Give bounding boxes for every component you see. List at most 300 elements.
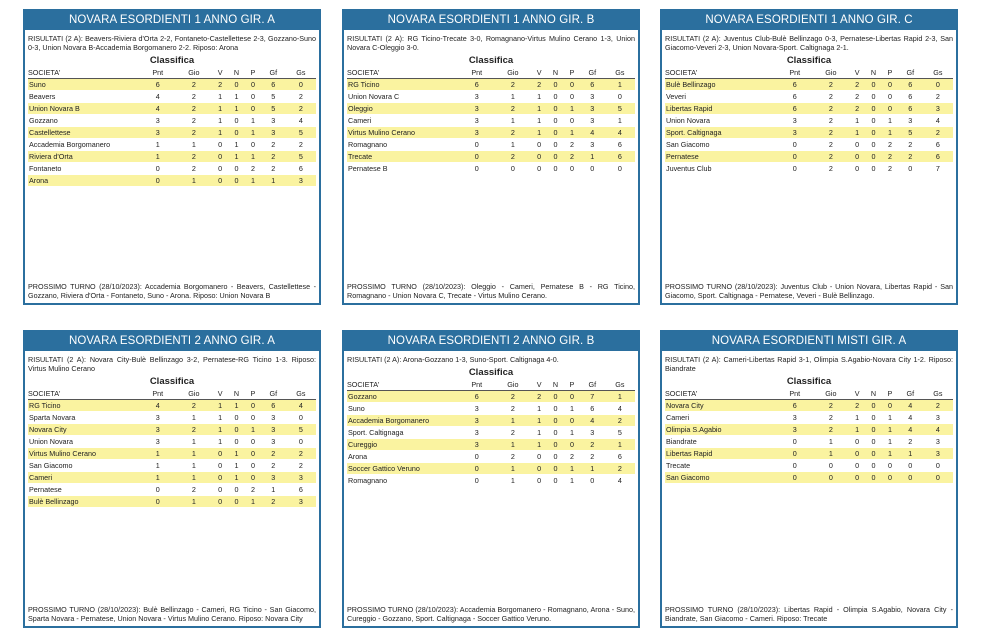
stat-cell: 1 bbox=[245, 175, 261, 187]
stat-cell: 2 bbox=[812, 163, 849, 175]
stat-cell: 0 bbox=[865, 424, 882, 436]
stat-cell: 2 bbox=[812, 151, 849, 163]
stat-cell: 1 bbox=[564, 127, 580, 139]
table-header-row bbox=[665, 67, 953, 79]
stat-cell: 0 bbox=[865, 151, 882, 163]
next-round-text: PROSSIMO TURNO (28/10/2023): Oleggio - Cameri, Pernatese B - RG Ticino, Romagnano - Union Novara C, Trecate - Virtus Mulino Cerano. bbox=[347, 282, 635, 300]
table-row bbox=[28, 163, 316, 175]
stat-cell: 0 bbox=[898, 472, 923, 484]
stat-cell: 1 bbox=[212, 91, 228, 103]
stat-cell: 1 bbox=[175, 175, 212, 187]
stat-cell: 4 bbox=[286, 115, 316, 127]
stat-cell: 1 bbox=[228, 103, 245, 115]
stat-cell: 1 bbox=[175, 412, 212, 424]
results-text: RISULTATI (2 A): RG Ticino-Trecate 3-0, Romagnano-Virtus Mulino Cerano 1-3, Union Novara C-Oleggio 3-0. bbox=[347, 34, 635, 52]
stat-cell: 0 bbox=[564, 415, 580, 427]
stat-cell: 1 bbox=[245, 115, 261, 127]
stat-cell: 6 bbox=[923, 139, 953, 151]
standings-table bbox=[665, 67, 953, 175]
panel-title: NOVARA ESORDIENTI MISTI GIR. A bbox=[662, 332, 956, 351]
classifica-heading: Classifica bbox=[149, 376, 195, 387]
stat-cell: 0 bbox=[212, 460, 228, 472]
stat-cell: 1 bbox=[882, 424, 898, 436]
stat-cell: 0 bbox=[547, 451, 564, 463]
stat-cell: 1 bbox=[849, 127, 865, 139]
stat-cell: 2 bbox=[261, 139, 286, 151]
stat-cell: 0 bbox=[923, 460, 953, 472]
table-row bbox=[28, 448, 316, 460]
standings-table bbox=[28, 67, 316, 187]
stat-cell: 1 bbox=[849, 115, 865, 127]
table-row bbox=[347, 475, 635, 487]
stat-cell: 3 bbox=[261, 472, 286, 484]
stat-cell: 2 bbox=[564, 451, 580, 463]
stat-cell: 4 bbox=[898, 424, 923, 436]
column-header: Pnt bbox=[777, 388, 812, 400]
stat-cell: 5 bbox=[286, 127, 316, 139]
stat-cell: 0 bbox=[564, 391, 580, 403]
panel-esordienti-1-gir-a bbox=[23, 9, 321, 305]
stat-cell: 2 bbox=[812, 91, 849, 103]
stat-cell: 4 bbox=[605, 127, 635, 139]
stat-cell: 3 bbox=[286, 496, 316, 508]
stat-cell: 0 bbox=[547, 391, 564, 403]
table-row bbox=[28, 460, 316, 472]
team-name-cell: Accademia Borgomanero bbox=[347, 415, 459, 427]
stat-cell: 0 bbox=[580, 475, 605, 487]
team-name-cell: Cameri bbox=[347, 115, 459, 127]
table-row bbox=[665, 115, 953, 127]
stat-cell: 1 bbox=[849, 412, 865, 424]
stat-cell: 0 bbox=[547, 439, 564, 451]
stat-cell: 0 bbox=[459, 451, 494, 463]
stat-cell: 3 bbox=[777, 127, 812, 139]
stat-cell: 1 bbox=[898, 448, 923, 460]
stat-cell: 0 bbox=[228, 412, 245, 424]
stat-cell: 0 bbox=[865, 472, 882, 484]
stat-cell: 0 bbox=[212, 448, 228, 460]
team-name-cell: San Giacomo bbox=[665, 139, 777, 151]
stat-cell: 1 bbox=[494, 91, 531, 103]
column-header: P bbox=[882, 388, 898, 400]
stat-cell: 0 bbox=[212, 472, 228, 484]
column-header: Gs bbox=[605, 379, 635, 391]
team-name-cell: Olimpia S.Agabio bbox=[665, 424, 777, 436]
team-name-cell: Gozzano bbox=[347, 391, 459, 403]
stat-cell: 2 bbox=[812, 103, 849, 115]
team-name-cell: Sport. Caltignaga bbox=[665, 127, 777, 139]
stat-cell: 2 bbox=[494, 127, 531, 139]
stat-cell: 0 bbox=[865, 103, 882, 115]
stat-cell: 0 bbox=[547, 139, 564, 151]
standings-table bbox=[28, 388, 316, 508]
classifica-heading: Classifica bbox=[149, 55, 195, 66]
table-row bbox=[347, 391, 635, 403]
stat-cell: 0 bbox=[547, 103, 564, 115]
stat-cell: 2 bbox=[175, 127, 212, 139]
stat-cell: 2 bbox=[849, 103, 865, 115]
stat-cell: 0 bbox=[547, 151, 564, 163]
stat-cell: 2 bbox=[175, 103, 212, 115]
stat-cell: 1 bbox=[228, 151, 245, 163]
stat-cell: 2 bbox=[923, 127, 953, 139]
stat-cell: 6 bbox=[898, 79, 923, 91]
table-row bbox=[665, 460, 953, 472]
table-row bbox=[347, 439, 635, 451]
stat-cell: 7 bbox=[580, 391, 605, 403]
stat-cell: 0 bbox=[865, 436, 882, 448]
stat-cell: 4 bbox=[898, 400, 923, 412]
stat-cell: 1 bbox=[531, 115, 547, 127]
stat-cell: 1 bbox=[212, 127, 228, 139]
table-row bbox=[28, 436, 316, 448]
team-name-cell: Soccer Gattico Veruno bbox=[347, 463, 459, 475]
stat-cell: 1 bbox=[531, 427, 547, 439]
stat-cell: 2 bbox=[564, 139, 580, 151]
panel-title: NOVARA ESORDIENTI 1 ANNO GIR. B bbox=[344, 11, 638, 30]
stat-cell: 0 bbox=[459, 163, 494, 175]
stat-cell: 0 bbox=[882, 103, 898, 115]
team-name-cell: Pernatese bbox=[665, 151, 777, 163]
team-name-cell: Sport. Caltignaga bbox=[347, 427, 459, 439]
stat-cell: 2 bbox=[175, 91, 212, 103]
stat-cell: 0 bbox=[245, 79, 261, 91]
table-row bbox=[28, 424, 316, 436]
team-name-cell: Sparta Novara bbox=[28, 412, 140, 424]
stat-cell: 4 bbox=[605, 403, 635, 415]
team-name-cell: Fontaneto bbox=[28, 163, 140, 175]
stat-cell: 1 bbox=[140, 472, 175, 484]
team-name-cell: RG Ticino bbox=[347, 79, 459, 91]
stat-cell: 2 bbox=[494, 103, 531, 115]
stat-cell: 0 bbox=[459, 151, 494, 163]
stat-cell: 0 bbox=[564, 439, 580, 451]
table-row bbox=[347, 127, 635, 139]
column-header: SOCIETA' bbox=[665, 388, 777, 400]
standings-table bbox=[665, 388, 953, 484]
stat-cell: 0 bbox=[605, 163, 635, 175]
stat-cell: 2 bbox=[261, 163, 286, 175]
stat-cell: 0 bbox=[777, 472, 812, 484]
stat-cell: 6 bbox=[580, 403, 605, 415]
stat-cell: 6 bbox=[898, 103, 923, 115]
panel-esordienti-2-gir-b bbox=[342, 330, 640, 628]
column-header: V bbox=[849, 67, 865, 79]
stat-cell: 3 bbox=[261, 115, 286, 127]
stat-cell: 0 bbox=[849, 472, 865, 484]
stat-cell: 1 bbox=[245, 151, 261, 163]
stat-cell: 3 bbox=[459, 103, 494, 115]
stat-cell: 1 bbox=[245, 127, 261, 139]
stat-cell: 3 bbox=[140, 127, 175, 139]
team-name-cell: Bulè Bellinzago bbox=[665, 79, 777, 91]
stat-cell: 1 bbox=[228, 448, 245, 460]
stat-cell: 2 bbox=[882, 139, 898, 151]
stat-cell: 1 bbox=[531, 403, 547, 415]
team-name-cell: Trecate bbox=[347, 151, 459, 163]
table-row bbox=[28, 115, 316, 127]
team-name-cell: Accademia Borgomanero bbox=[28, 139, 140, 151]
stat-cell: 0 bbox=[580, 163, 605, 175]
stat-cell: 3 bbox=[459, 439, 494, 451]
table-header-row bbox=[28, 388, 316, 400]
team-name-cell: Romagnano bbox=[347, 475, 459, 487]
stat-cell: 6 bbox=[140, 79, 175, 91]
column-header: V bbox=[531, 67, 547, 79]
stat-cell: 1 bbox=[228, 139, 245, 151]
stat-cell: 1 bbox=[228, 400, 245, 412]
stat-cell: 1 bbox=[882, 127, 898, 139]
stat-cell: 6 bbox=[459, 79, 494, 91]
stat-cell: 0 bbox=[212, 496, 228, 508]
stat-cell: 0 bbox=[212, 151, 228, 163]
stat-cell: 3 bbox=[923, 448, 953, 460]
stat-cell: 1 bbox=[605, 391, 635, 403]
stat-cell: 3 bbox=[580, 103, 605, 115]
stat-cell: 2 bbox=[494, 451, 531, 463]
stat-cell: 0 bbox=[865, 460, 882, 472]
stat-cell: 6 bbox=[261, 400, 286, 412]
table-row bbox=[28, 91, 316, 103]
team-name-cell: Cureggio bbox=[347, 439, 459, 451]
column-header: Gs bbox=[923, 388, 953, 400]
stat-cell: 1 bbox=[531, 439, 547, 451]
stat-cell: 0 bbox=[212, 175, 228, 187]
stat-cell: 1 bbox=[531, 103, 547, 115]
table-row bbox=[347, 427, 635, 439]
stat-cell: 1 bbox=[245, 424, 261, 436]
stat-cell: 0 bbox=[564, 163, 580, 175]
table-row bbox=[28, 79, 316, 91]
stat-cell: 2 bbox=[605, 463, 635, 475]
stat-cell: 0 bbox=[547, 163, 564, 175]
table-row bbox=[665, 139, 953, 151]
column-header: V bbox=[849, 388, 865, 400]
stat-cell: 1 bbox=[175, 139, 212, 151]
team-name-cell: Libertas Rapid bbox=[665, 103, 777, 115]
stat-cell: 1 bbox=[882, 412, 898, 424]
stat-cell: 0 bbox=[531, 451, 547, 463]
column-header: Pnt bbox=[459, 67, 494, 79]
stat-cell: 1 bbox=[849, 424, 865, 436]
stat-cell: 2 bbox=[531, 79, 547, 91]
table-row bbox=[28, 496, 316, 508]
stat-cell: 0 bbox=[849, 139, 865, 151]
stat-cell: 0 bbox=[245, 400, 261, 412]
stat-cell: 2 bbox=[286, 103, 316, 115]
team-name-cell: Novara City bbox=[28, 424, 140, 436]
stat-cell: 0 bbox=[245, 436, 261, 448]
stat-cell: 2 bbox=[494, 79, 531, 91]
column-header: N bbox=[228, 67, 245, 79]
stat-cell: 2 bbox=[245, 484, 261, 496]
stat-cell: 0 bbox=[849, 448, 865, 460]
stat-cell: 2 bbox=[286, 91, 316, 103]
stat-cell: 0 bbox=[547, 127, 564, 139]
standings-table bbox=[347, 379, 635, 487]
spacer bbox=[344, 175, 638, 282]
stat-cell: 0 bbox=[865, 163, 882, 175]
stat-cell: 2 bbox=[812, 139, 849, 151]
stat-cell: 0 bbox=[245, 460, 261, 472]
stat-cell: 0 bbox=[459, 475, 494, 487]
column-header: N bbox=[547, 67, 564, 79]
stat-cell: 1 bbox=[245, 496, 261, 508]
stat-cell: 0 bbox=[564, 115, 580, 127]
table-row bbox=[347, 91, 635, 103]
stat-cell: 0 bbox=[865, 139, 882, 151]
table-row bbox=[347, 403, 635, 415]
classifica-heading: Classifica bbox=[786, 376, 832, 387]
spacer bbox=[344, 487, 638, 605]
stat-cell: 2 bbox=[580, 451, 605, 463]
stat-cell: 0 bbox=[531, 463, 547, 475]
team-name-cell: Riviera d'Orta bbox=[28, 151, 140, 163]
column-header: Pnt bbox=[777, 67, 812, 79]
column-header: Gio bbox=[812, 67, 849, 79]
stat-cell: 2 bbox=[494, 391, 531, 403]
stat-cell: 0 bbox=[212, 484, 228, 496]
team-name-cell: Virtus Mulino Cerano bbox=[347, 127, 459, 139]
stat-cell: 0 bbox=[286, 79, 316, 91]
panel-title: NOVARA ESORDIENTI 1 ANNO GIR. A bbox=[25, 11, 319, 30]
stat-cell: 2 bbox=[175, 424, 212, 436]
stat-cell: 2 bbox=[812, 115, 849, 127]
table-row bbox=[28, 484, 316, 496]
stat-cell: 0 bbox=[531, 163, 547, 175]
stat-cell: 3 bbox=[580, 91, 605, 103]
column-header: Gs bbox=[286, 388, 316, 400]
stat-cell: 1 bbox=[212, 103, 228, 115]
stat-cell: 1 bbox=[140, 151, 175, 163]
stat-cell: 6 bbox=[923, 151, 953, 163]
stat-cell: 2 bbox=[245, 163, 261, 175]
stat-cell: 0 bbox=[531, 151, 547, 163]
table-row bbox=[347, 115, 635, 127]
panel-esordienti-misti-gir-a bbox=[660, 330, 958, 628]
stat-cell: 0 bbox=[286, 412, 316, 424]
table-row bbox=[28, 139, 316, 151]
stat-cell: 0 bbox=[882, 472, 898, 484]
stat-cell: 3 bbox=[580, 427, 605, 439]
stat-cell: 1 bbox=[212, 424, 228, 436]
stat-cell: 0 bbox=[865, 412, 882, 424]
stat-cell: 0 bbox=[459, 463, 494, 475]
stat-cell: 2 bbox=[812, 424, 849, 436]
stat-cell: 1 bbox=[140, 448, 175, 460]
stat-cell: 4 bbox=[898, 412, 923, 424]
stat-cell: 3 bbox=[580, 115, 605, 127]
team-name-cell: San Giacomo bbox=[665, 472, 777, 484]
stat-cell: 1 bbox=[175, 436, 212, 448]
stat-cell: 0 bbox=[898, 163, 923, 175]
team-name-cell: Union Novara bbox=[28, 436, 140, 448]
column-header: Gs bbox=[605, 67, 635, 79]
team-name-cell: Union Novara bbox=[665, 115, 777, 127]
stat-cell: 4 bbox=[923, 115, 953, 127]
results-text: RISULTATI (2 A): Cameri-Libertas Rapid 3-1, Olimpia S.Agabio-Novara City 1-2. Riposo: Biandrate bbox=[665, 355, 953, 373]
table-row bbox=[665, 151, 953, 163]
team-name-cell: Pernatese B bbox=[347, 163, 459, 175]
table-row bbox=[347, 79, 635, 91]
stat-cell: 0 bbox=[564, 91, 580, 103]
stat-cell: 0 bbox=[849, 460, 865, 472]
column-header: Gf bbox=[261, 388, 286, 400]
stat-cell: 0 bbox=[547, 403, 564, 415]
table-row bbox=[665, 103, 953, 115]
stat-cell: 2 bbox=[175, 484, 212, 496]
stat-cell: 2 bbox=[812, 412, 849, 424]
stat-cell: 1 bbox=[882, 436, 898, 448]
stat-cell: 3 bbox=[777, 424, 812, 436]
column-header: P bbox=[245, 67, 261, 79]
stat-cell: 0 bbox=[882, 79, 898, 91]
team-name-cell: Suno bbox=[28, 79, 140, 91]
stat-cell: 6 bbox=[777, 79, 812, 91]
table-row bbox=[347, 163, 635, 175]
stat-cell: 0 bbox=[812, 472, 849, 484]
stat-cell: 0 bbox=[228, 436, 245, 448]
stat-cell: 2 bbox=[175, 400, 212, 412]
stat-cell: 0 bbox=[849, 163, 865, 175]
team-name-cell: Novara City bbox=[665, 400, 777, 412]
stat-cell: 0 bbox=[898, 460, 923, 472]
stat-cell: 1 bbox=[494, 463, 531, 475]
stat-cell: 1 bbox=[494, 415, 531, 427]
team-name-cell: Bulè Bellinzago bbox=[28, 496, 140, 508]
stat-cell: 0 bbox=[212, 163, 228, 175]
stat-cell: 2 bbox=[261, 460, 286, 472]
stat-cell: 0 bbox=[228, 175, 245, 187]
table-row bbox=[28, 412, 316, 424]
stat-cell: 3 bbox=[140, 436, 175, 448]
stat-cell: 0 bbox=[547, 115, 564, 127]
stat-cell: 3 bbox=[261, 424, 286, 436]
stat-cell: 1 bbox=[228, 472, 245, 484]
stat-cell: 2 bbox=[494, 403, 531, 415]
team-name-cell: San Giacomo bbox=[28, 460, 140, 472]
stat-cell: 1 bbox=[212, 400, 228, 412]
stat-cell: 0 bbox=[531, 139, 547, 151]
panel-esordienti-1-gir-b bbox=[342, 9, 640, 305]
team-name-cell: Gozzano bbox=[28, 115, 140, 127]
stat-cell: 2 bbox=[212, 79, 228, 91]
stat-cell: 4 bbox=[580, 127, 605, 139]
stat-cell: 6 bbox=[286, 484, 316, 496]
stat-cell: 4 bbox=[140, 400, 175, 412]
column-header: Gf bbox=[898, 388, 923, 400]
stat-cell: 4 bbox=[923, 424, 953, 436]
stat-cell: 0 bbox=[228, 484, 245, 496]
stat-cell: 1 bbox=[175, 460, 212, 472]
table-row bbox=[28, 127, 316, 139]
stat-cell: 1 bbox=[564, 427, 580, 439]
team-name-cell: Cameri bbox=[665, 412, 777, 424]
stat-cell: 0 bbox=[228, 424, 245, 436]
column-header: V bbox=[531, 379, 547, 391]
column-header: Gio bbox=[494, 379, 531, 391]
stat-cell: 1 bbox=[140, 139, 175, 151]
column-header: Gio bbox=[175, 388, 212, 400]
next-round-text: PROSSIMO TURNO (28/10/2023): Juventus Club - Union Novara, Libertas Rapid - San Giacomo, Sport. Caltignaga - Pernatese, Veveri - Bulè Bellinzago. bbox=[665, 282, 953, 300]
stat-cell: 2 bbox=[261, 448, 286, 460]
panel-esordienti-1-gir-c bbox=[660, 9, 958, 305]
stat-cell: 2 bbox=[898, 151, 923, 163]
standings-table bbox=[347, 67, 635, 175]
stat-cell: 5 bbox=[898, 127, 923, 139]
stat-cell: 0 bbox=[564, 79, 580, 91]
column-header: SOCIETA' bbox=[28, 388, 140, 400]
